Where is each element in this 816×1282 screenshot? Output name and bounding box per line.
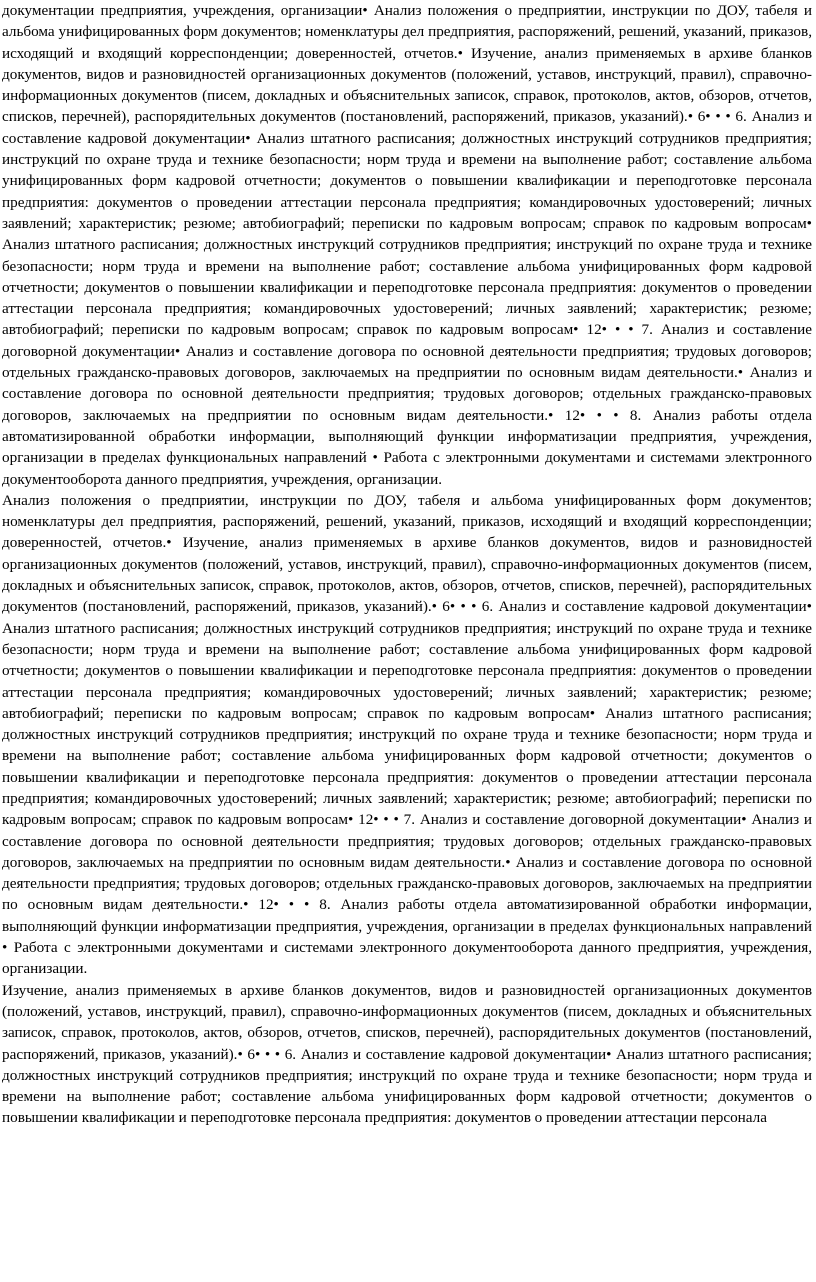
document-page <box>2 0 812 1282</box>
paragraph-2 <box>2 490 812 980</box>
paragraph-1 <box>2 0 812 490</box>
paragraph-text: Анализ положения о предприятии, инструкции по ДОУ, табеля и альбома унифицированных форм документов; номенклатуры дел предприятия, распоряжений, решений, указаний, приказов, исходящий и входящий корреспонденции; доверенностей, отчетов.• Изучение, анализ применяемых в архиве бланков документов, видов и разновидностей организационных документов (положений, уставов, инструкций, правил), справочно-информационных документов (писем, докладных и объяснительных записок, справок, протоколов, актов, обзоров, отчетов, списков, перечней), распорядительных документов (постановлений, распоряжений, приказов, указаний).• 6• • • 6. Анализ и составление кадровой документации• Анализ штатного расписания; должностных инструкций сотрудников предприятия; инструкций по охране труда и технике безопасности; норм труда и времени на выполнение работ; составление альбома унифицированных форм кадровой отчетности; документов о повышении квалификации и переподготовке персонала предприятия: документов о проведении аттестации персонала предприятия; командировочных удостоверений; личных заявлений; характеристик; резюме; автобиографий; переписки по кадровым вопросам; справок по кадровым вопросам• Анализ штатного расписания; должностных инструкций сотрудников предприятия; инструкций по охране труда и технике безопасности; норм труда и времени на выполнение работ; составление альбома унифицированных форм кадровой отчетности; документов о повышении квалификации и переподготовке персонала предприятия: документов о проведении аттестации персонала предприятия; командировочных удостоверений; личных заявлений; характеристик; резюме; автобиографий; переписки по кадровым вопросам; справок по кадровым вопросам• 12• • • 7. Анализ и составление договорной документации• Анализ и составление договора по основной деятельности предприятия; трудовых договоров; отдельных гражданско-правовых договоров, заключаемых на предприятии по основным видам деятельности.• Анализ и составление договора по основной деятельности предприятия; трудовых договоров; отдельных гражданско-правовых договоров, заключаемых на предприятии по основным видам деятельности.• 12• • • 8. Анализ работы отдела автоматизированной обработки информации, выполняющий функции информатизации предприятия, учреждения, организации в пределах функциональных направлений • Работа с электронными документами и системами электронного документооборота данного предприятия, учреждения, организации. <box>2 491 812 978</box>
paragraph-3 <box>2 980 812 1129</box>
paragraph-text: документации предприятия, учреждения, организации• Анализ положения о предприятии, инструкции по ДОУ, табеля и альбома унифицированных форм документов; номенклатуры дел предприятия, распоряжений, решений, указаний, приказов, исходящий и входящий корреспонденции; доверенностей, отчетов.• Изучение, анализ применяемых в архиве бланков документов, видов и разновидностей организационных документов (положений, уставов, инструкций, правил), справочно-информационных документов (писем, докладных и объяснительных записок, справок, протоколов, актов, обзоров, отчетов, списков, перечней), распорядительных документов (постановлений, распоряжений, приказов, указаний).• 6• • • 6. Анализ и составление кадровой документации• Анализ штатного расписания; должностных инструкций сотрудников предприятия; инструкций по охране труда и технике безопасности; норм труда и времени на выполнение работ; составление альбома унифицированных форм кадровой отчетности; документов о повышении квалификации и переподготовке персонала предприятия: документов о проведении аттестации персонала предприятия; командировочных удостоверений; личных заявлений; характеристик; резюме; автобиографий; переписки по кадровым вопросам; справок по кадровым вопросам• Анализ штатного расписания; должностных инструкций сотрудников предприятия; инструкций по охране труда и технике безопасности; норм труда и времени на выполнение работ; составление альбома унифицированных форм кадровой отчетности; документов о повышении квалификации и переподготовке персонала предприятия: документов о проведении аттестации персонала предприятия; командировочных удостоверений; личных заявлений; характеристик; резюме; автобиографий; переписки по кадровым вопросам; справок по кадровым вопросам• 12• • • 7. Анализ и составление договорной документации• Анализ и составление договора по основной деятельности предприятия; трудовых договоров; отдельных гражданско-правовых договоров, заключаемых на предприятии по основным видам деятельности.• Анализ и составление договора по основной деятельности предприятия; трудовых договоров; отдельных гражданско-правовых договоров, заключаемых на предприятии по основным видам деятельности.• 12• • • 8. Анализ работы отдела автоматизированной обработки информации, выполняющий функции информатизации предприятия, учреждения, организации в пределах функциональных направлений • Работа с электронными документами и системами электронного документооборота данного предприятия, учреждения, организации. <box>2 2 812 488</box>
paragraph-text: Изучение, анализ применяемых в архиве бланков документов, видов и разновидностей организационных документов (положений, уставов, инструкций, правил), справочно-информационных документов (писем, докладных и объяснительных записок, справок, протоколов, актов, обзоров, отчетов, списков, перечней), распорядительных документов (постановлений, распоряжений, приказов, указаний).• 6• • • 6. Анализ и составление кадровой документации• Анализ штатного расписания; должностных инструкций сотрудников предприятия; инструкций по охране труда и технике безопасности; норм труда и времени на выполнение работ; составление альбома унифицированных форм кадровой отчетности; документов о повышении квалификации и переподготовке персонала предприятия: документов о проведении аттестации персонала <box>2 981 812 1127</box>
